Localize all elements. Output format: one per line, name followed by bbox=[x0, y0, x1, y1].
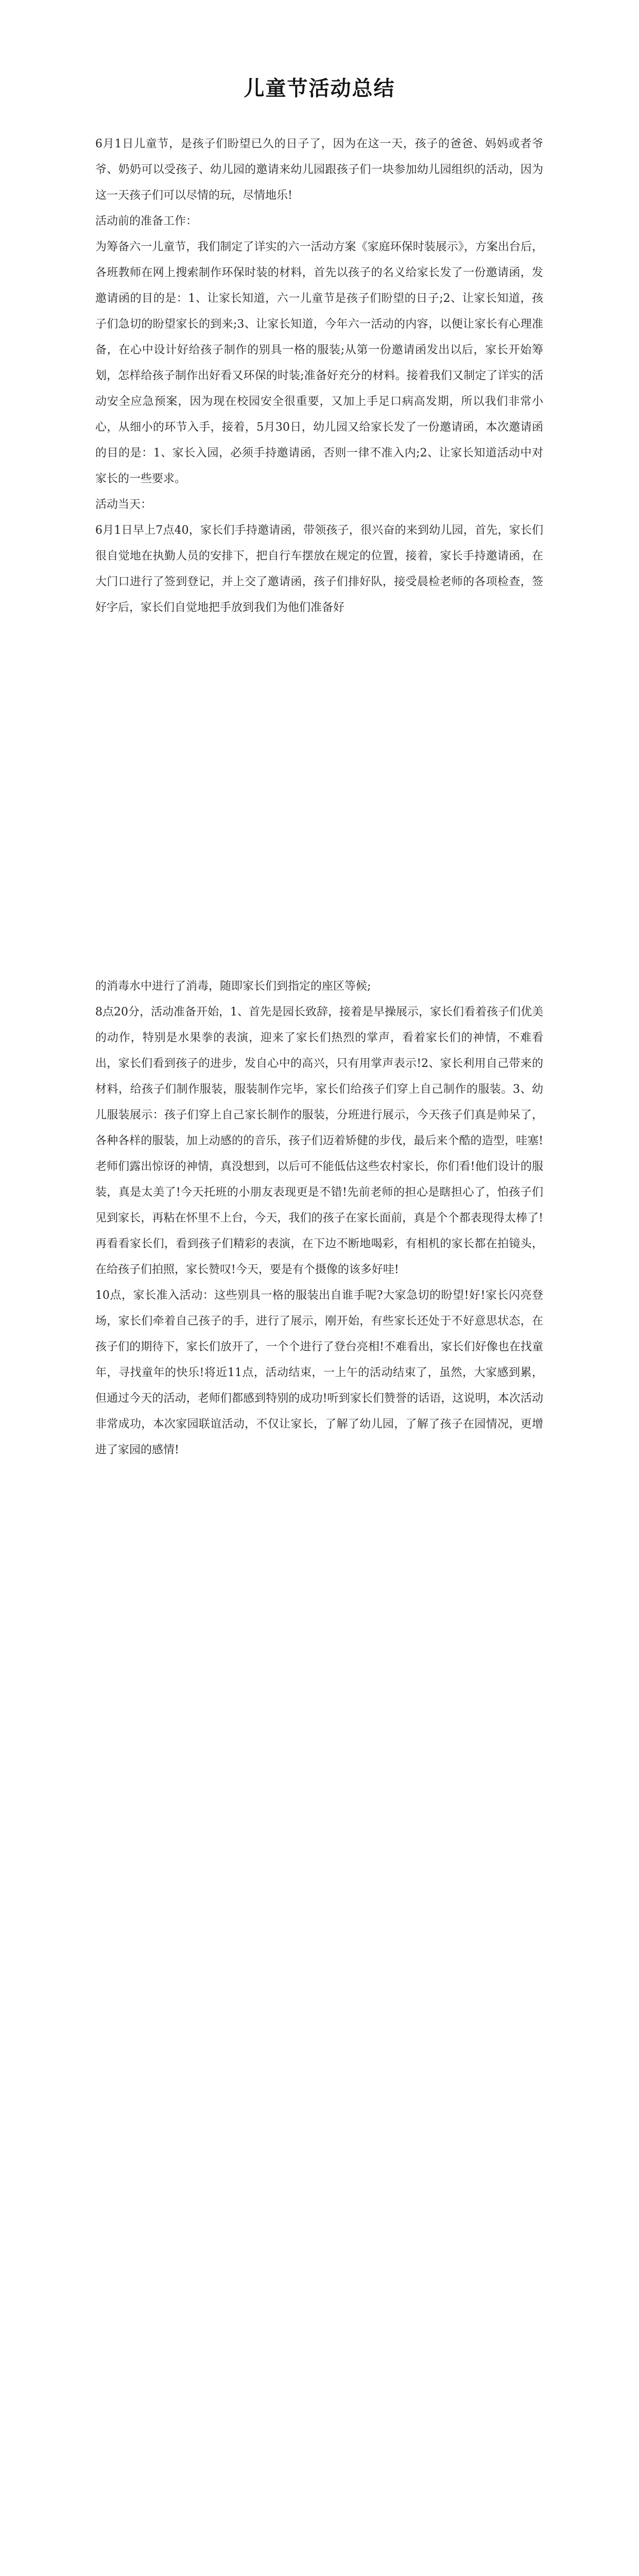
paragraph-heading-event-day: 活动当天： bbox=[95, 498, 152, 511]
page-title: 儿童节活动总结 bbox=[244, 76, 395, 100]
paragraph-preparation: 为筹备六一儿童节，我们制定了详实的六一活动方案《家庭环保时装展示》，方案出台后，各班教师在网上搜索制作环保时装的材料，首先以孩子的名义给家长发了一份邀请函，发邀请函的目的是：1、让家长知道，六一儿童节是孩子们盼望的日子;2、让家长知道，孩子们急切的盼望家长的到来;3、让家长知道，今年六一活动的内容，以便让家长有心理准备，在心中设计好给孩子制作的别具一格的服装;从第一份邀请函发出以后，家长开始筹划，怎样给孩子制作出好看又环保的时装;准备好充分的材料。接着我们又制定了详实的活动安全应急预案，因为现在校园安全很重要，又加上手足口病高发期，所以我们非常小心，从细小的环节入手，接着，5月30日，幼儿园又给家长发了一份邀请函，本次邀请函的目的是：1、家长入园，必须手持邀请函，否则一律不准入内;2、让家长知道活动中对家长的一些要求。 bbox=[95, 241, 543, 485]
body-text-bottom bbox=[95, 974, 543, 1463]
paragraph-event-morning: 6月1日早上7点40，家长们手持邀请函，带领孩子，很兴奋的来到幼儿园，首先，家长们很自觉地在执勤人员的安排下，把自行车摆放在规定的位置，接着，家长手持邀请函，在大门口进行了签到登记，并上交了邀请函，孩子们排好队，接受晨检老师的各项检查，签好字后，家长们自觉地把手放到我们为他们准备好 bbox=[95, 524, 543, 614]
paragraph-performance: 8点20分，活动准备开始，1、首先是园长致辞，接着是早操展示，家长们看着孩子们优美的动作，特别是水果拳的表演，迎来了家长们热烈的掌声，看着家长们的神情，不难看出，家长们看到孩子的进步，发自心中的高兴，只有用掌声表示!2、家长利用自己带来的材料，给孩子们制作服装，服装制作完毕，家长们给孩子们穿上自己制作的服装。3、幼儿服装展示：孩子们穿上自己家长制作的服装，分班进行展示，今天孩子们真是帅呆了，各种各样的服装，加上动感的的音乐，孩子们迈着矫健的步伐，最后来个酷的造型，哇塞!老师们露出惊讶的神情，真没想到，以后可不能低估这些农村家长，你们看!他们设计的服装，真是太美了!今天托班的小朋友表现更是不错!先前老师的担心是瞎担心了，怕孩子们见到家长，再粘在怀里不上台，今天，我们的孩子在家长面前，真是个个都表现得太棒了!再看看家长们，看到孩子们精彩的表演，在下边不断地喝彩，有相机的家长都在拍镜头，在给孩子们拍照，家长赞叹!今天，要是有个摄像的该多好哇! bbox=[95, 1006, 544, 1276]
blank-gap bbox=[95, 845, 543, 958]
paragraph-heading-preparation: 活动前的准备工作： bbox=[95, 215, 198, 228]
body-text-top bbox=[95, 131, 543, 621]
paragraph-disinfection: 的消毒水中进行了消毒，随即家长们到指定的座区等候; bbox=[95, 980, 371, 993]
paragraph-parent-showcase: 10点，家长准入活动：这些别具一格的服装出自谁手呢?大家急切的盼望!好!家长闪亮登场，家长们牵着自己孩子的手，进行了展示，刚开始，有些家长还处于不好意思状态，在孩子们的期待下，家长们放开了，一个个进行了登台亮相!不难看出，家长们好像也在找童年，寻找童年的快乐!将近11点，活动结束，一上午的活动结束了，虽然，大家感到累，但通过今天的活动，老师们都感到特别的成功!听到家长们赞誉的话语，这说明，本次活动非常成功，本次家园联谊活动，不仅让家长，了解了幼儿园，了解了孩子在园情况，更增进了家园的感情! bbox=[95, 1289, 544, 1456]
paragraph-intro: 6月1日儿童节，是孩子们盼望已久的日子了，因为在这一天，孩子的爸爸、妈妈或者爷爷、奶奶可以受孩子、幼儿园的邀请来幼儿园跟孩子们一块参加幼儿园组织的活动，因为这一天孩子们可以尽情的玩，尽情地乐! bbox=[95, 138, 543, 202]
